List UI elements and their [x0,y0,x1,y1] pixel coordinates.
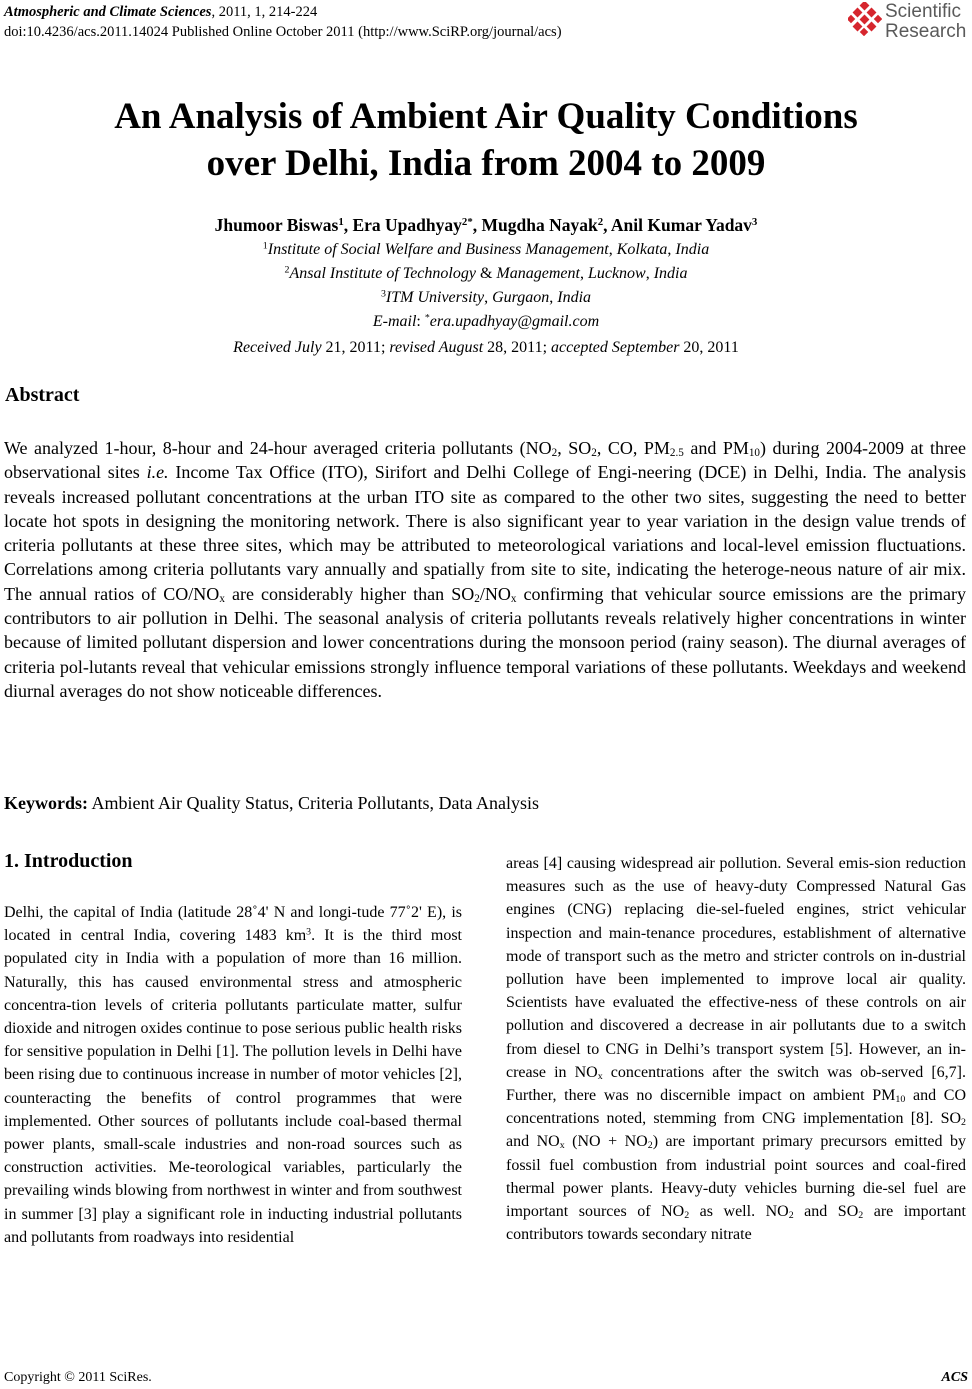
abstract-heading: Abstract [5,384,80,406]
revised-label: revised August [389,339,484,356]
email-label: E-mail [372,313,417,330]
author-list: Jhumoor Biswas$^1$, Era Upadhyay$^{2*}$, Mugdha Nayak$^2$, Anil Kumar Yadav$^3$ [214,215,758,235]
keywords [4,791,539,815]
affiliation-sup: 3 [380,288,386,300]
logo-mark-icon [848,2,882,36]
copyright-footer: Copyright © 2011 SciRes. [4,1370,152,1385]
accepted-date: 20, 2011 [679,339,739,356]
section-heading-introduction: 1. Introduction [4,850,133,872]
affiliation-country: India [675,241,710,258]
email-line: E-mail: *era.upadhyay@gmail.com [372,312,600,330]
received-dates [0,338,972,358]
journal-abbrev-footer: ACS [941,1370,968,1385]
author-sup: 2 [597,216,604,229]
author-sup: 2* [461,216,473,229]
affiliation-institution: Ansal Institute of Technology [289,265,476,282]
affiliation-institution: Institute of Social Welfare and Business Management [267,241,609,258]
logo-text-line2: Research [885,21,967,42]
author-name: Era Upadhyay [352,215,462,235]
title-line-2: over Delhi, India from 2004 to 2009 [206,143,766,184]
journal-issue: , 2011, 1, 214-224 [211,4,318,20]
keywords-label: Keywords: [4,793,88,813]
affiliation-city: Gurgaon [492,289,550,306]
affiliation-3: $^3$ITM University, Gurgaon, India [380,288,592,306]
affiliation-2: $^2$Ansal Institute of Technology & Management, Lucknow, India [284,264,688,282]
affiliation-country: India [557,289,592,306]
affiliation-1: $^1$Institute of Social Welfare and Business Management, Kolkata, India [262,240,710,258]
journal-header [4,2,562,42]
affiliation-institution: ITM University [385,289,485,306]
affiliation-institution-2: Management [496,265,580,282]
journal-name: Atmospheric and Climate Sciences [4,4,212,20]
affiliation-ampersand: & [475,265,497,282]
title-line-1: An Analysis of Ambient Air Quality Conditions [114,96,858,137]
received-date: 21, 2011; [321,339,390,356]
author-name: Jhumoor Biswas [214,215,339,235]
keywords-text: Ambient Air Quality Status, Criteria Pollutants, Data Analysis [88,793,539,813]
affiliation-sup: 1 [262,240,268,252]
logo-text-line1: Scientific [885,1,962,22]
affiliation-city: Kolkata [616,241,668,258]
doi-line: doi:10.4236/acs.2011.14024 Published Online October 2011 (http://www.SciRP.org/journal/acs) [4,24,562,40]
author-name: Anil Kumar Yadav [610,215,752,235]
publisher-logo [848,0,970,44]
affiliation-city: Lucknow [587,265,646,282]
email-address[interactable]: era.upadhyay@gmail.com [429,313,600,330]
accepted-label: accepted September [551,339,680,356]
affiliation-sup: 2 [284,264,290,276]
revised-date: 28, 2011; [483,339,552,356]
author-name: Mugdha Nayak [481,215,598,235]
email-sup: * [424,312,430,324]
received-label: Received July [233,339,322,356]
affiliation-country: India [653,265,688,282]
author-sup: 1 [338,216,344,229]
abstract-text: We analyzed 1-hour, 8-hour and 24-hour averaged criteria pollutants ($NO_2$, $SO_2$, CO, $PM_{2.5}$ and $PM_{10}$) during 2004-2009 at three observational sites i.e. Income Tax Office (ITO), Sirifort and Delhi College of Engi-neering (DCE) in Delhi, India. The analysis reveals increased pollutant concentrations at the urban ITO site as compared to the other two sites, suggesting the need to better locate hot spots in designing the monitoring network. There is also significant year to year variation in the design value trends of criteria pollutants at these three sites, which may be attributed to meteorological variations and local-level emission fluctuations. Correlations among criteria pollutants vary annually and spatially from site to site, indicating the heteroge-neous nature of air mix. The annual ratios of $CO/NO_x$ are considerably higher than $SO_2/NO_x$ confirming that vehicular source emissions are the primary contributors to air pollution in Delhi. The seasonal analysis of criteria pollutants reveals relatively higher concentrations in winter because of limited pollutant dispersion and lower concentrations during the monsoon period (rainy season). The diurnal averages of criteria pol-lutants reveal that vehicular emissions strongly influence temporal variations of these pollutants. Weekdays and weekend diurnal averages do not show noticeable differences. [4,438,966,701]
intro-right-column: areas [4] causing widespread air pollution. Several emis-sion reduction measures such as the use of heavy-duty Compressed Natural Gas engines (CNG) replacing die-sel-fueled engines, strict vehicular inspection and main-tenance procedures, establishment of alternative mode of transport such as the metro and stricter controls on in-dustrial pollution have been implemented to improve local air quality. Scientists have evaluated the effective-ness of these controls on air pollution and discovered a decrease in air pollutants due to a switch from diesel to CNG in Delhi’s transport system [5]. However, an in-crease in $NO_x$ concentrations after the switch was ob-served [6,7]. Further, there was no discernible impact on ambient $PM_{10}$ and CO concentrations noted, stemming from CNG implementation [8]. $SO_2$ and $NO_x$ $(NO + NO_2)$ are important primary precursors emitted by fossil fuel combustion from industrial point sources and coal-fired thermal power plants. Heavy-duty vehicles burning die-sel fuel are important sources of $NO_2$ as well. $NO_2$ and $SO_2$ are important contributors towards secondary nitrate [506,855,967,1244]
journal-line [4,2,562,22]
intro-left-column: Delhi, the capital of India (latitude 28˚4' N and longi-tude 77˚2' E), is located in central India, covering 1483 $km^3$. It is the third most populated city in India with a population of more than 16 million. Naturally, this has caused environmental stress and atmospheric concentra-tion levels of criteria pollutants particulate matter, sulfur dioxide and nitrogen oxides continue to pose serious public health risks for sensitive population in Delhi [1]. The pollution levels in Delhi have been rising due to continuous increase in number of motor vehicles [2], counteracting the benefits of control programmes that were implemented. Other sources of pollutants include coal-based thermal power plants, small-scale industries and non-road sources such as construction activities. Me-teorological variables, particularly the prevailing winds blowing from northwest in winter and from southwest in summer [3] play a significant role in inducting industrial pollutants and pollutants from roadways into residential [4,904,463,1246]
author-sup: 3 [751,216,758,229]
paper-title [0,93,972,187]
